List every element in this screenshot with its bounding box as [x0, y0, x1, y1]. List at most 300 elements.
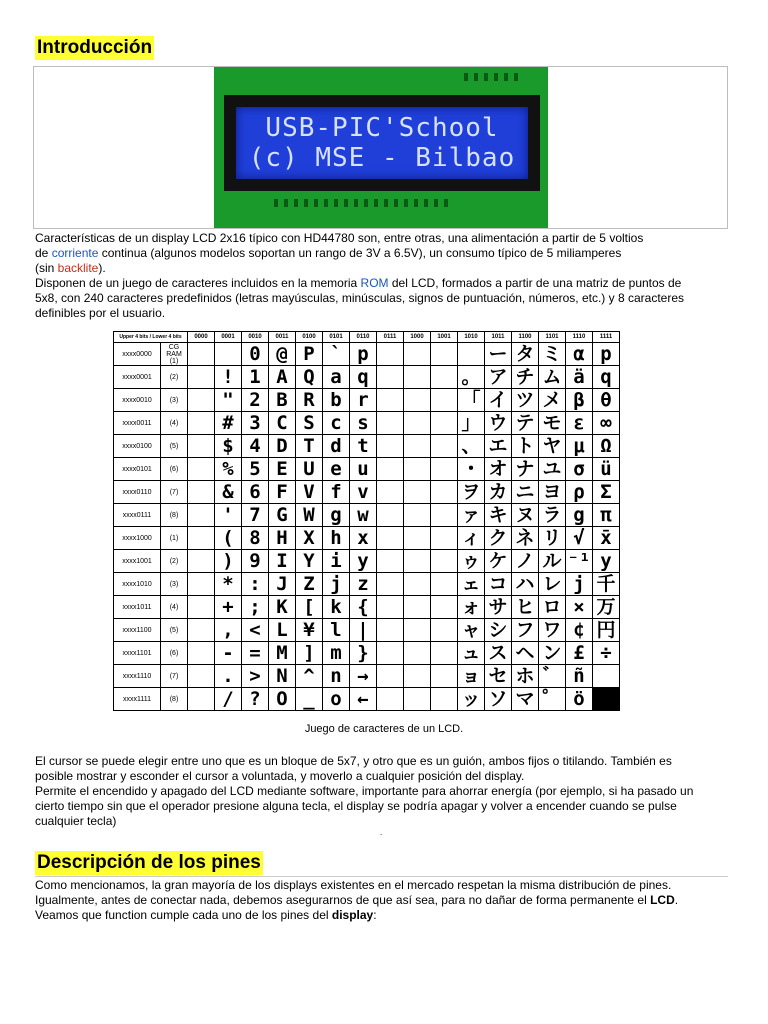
cgram-index: (6) [161, 458, 188, 481]
char-cell: 」 [458, 412, 485, 435]
char-cell: W [296, 504, 323, 527]
char-cell: θ [593, 389, 620, 412]
char-cell: ! [215, 366, 242, 389]
cgram-index: CG RAM (1) [161, 343, 188, 366]
lcd-photo [214, 67, 548, 228]
column-header: 0111 [377, 332, 404, 343]
char-cell: ホ [512, 665, 539, 688]
char-cell: Ω [593, 435, 620, 458]
char-cell: μ [566, 435, 593, 458]
char-cell [188, 642, 215, 665]
char-cell [377, 389, 404, 412]
char-cell: ¢ [566, 619, 593, 642]
char-cell: ク [485, 527, 512, 550]
char-cell: > [242, 665, 269, 688]
table-row [114, 527, 620, 550]
table-row [114, 389, 620, 412]
char-cell: ン [539, 642, 566, 665]
char-cell: ε [566, 412, 593, 435]
cursor-paragraph: El cursor se puede elegir entre uno que es un bloque de 5x7, y otro que es un guión, ambos fijos o titilando. También es posible mostrar y esconder el cursor a voluntada, y moverlo a cualquier posición del display. Permite el encendido y apagado del LCD mediante software, importante para ahorrar energía (por ejemplo, si ha pasado un cierto tiempo sin que el operador presione alguna tecla, el display se podría apagar y volver a encender cuando se pulse cualquier tecla) [35, 754, 694, 828]
char-cell: ヒ [512, 596, 539, 619]
char-cell [404, 665, 431, 688]
char-cell: ] [296, 642, 323, 665]
char-cell: ゜ [539, 688, 566, 711]
char-cell: 8 [242, 527, 269, 550]
char-cell: ネ [512, 527, 539, 550]
char-cell: ' [215, 504, 242, 527]
char-cell: { [350, 596, 377, 619]
char-cell: σ [566, 458, 593, 481]
cgram-index: (2) [161, 550, 188, 573]
column-header: 0011 [269, 332, 296, 343]
char-cell [458, 343, 485, 366]
char-cell [431, 481, 458, 504]
char-cell: I [269, 550, 296, 573]
row-label: xxxx1101 [114, 642, 161, 665]
char-cell: コ [485, 573, 512, 596]
table-corner-label: Upper 4 bits / Lower 4 bits [114, 332, 188, 343]
table-row [114, 412, 620, 435]
char-cell: ü [593, 458, 620, 481]
char-cell [404, 343, 431, 366]
char-cell: レ [539, 573, 566, 596]
char-cell [377, 665, 404, 688]
char-cell: ニ [512, 481, 539, 504]
char-cell: ∞ [593, 412, 620, 435]
char-cell: = [242, 642, 269, 665]
char-cell [188, 504, 215, 527]
cgram-index: (4) [161, 412, 188, 435]
char-cell: & [215, 481, 242, 504]
char-cell: [ [296, 596, 323, 619]
row-label: xxxx0100 [114, 435, 161, 458]
heading-pines: Descripción de los pines [37, 852, 261, 873]
char-cell: | [350, 619, 377, 642]
char-cell: y [593, 550, 620, 573]
char-cell: @ [269, 343, 296, 366]
char-cell: s [350, 412, 377, 435]
char-cell: 「 [458, 389, 485, 412]
link-corriente[interactable]: corriente [51, 246, 99, 260]
char-cell: e [323, 458, 350, 481]
char-cell: X [296, 527, 323, 550]
char-cell: b [323, 389, 350, 412]
char-cell: k [323, 596, 350, 619]
char-cell: j [566, 573, 593, 596]
char-cell: ケ [485, 550, 512, 573]
char-cell: B [269, 389, 296, 412]
char-cell: ) [215, 550, 242, 573]
char-cell: ゛ [539, 665, 566, 688]
char-cell: √ [566, 527, 593, 550]
char-cell [188, 412, 215, 435]
link-rom[interactable]: ROM [360, 276, 389, 290]
char-cell: ロ [539, 596, 566, 619]
table-row [114, 688, 620, 711]
column-header: 1011 [485, 332, 512, 343]
char-cell: ä [566, 366, 593, 389]
row-label: xxxx0110 [114, 481, 161, 504]
char-cell: # [215, 412, 242, 435]
column-header: 1000 [404, 332, 431, 343]
table-row [114, 619, 620, 642]
char-cell: O [269, 688, 296, 711]
char-cell: F [269, 481, 296, 504]
char-cell: : [242, 573, 269, 596]
char-cell: 6 [242, 481, 269, 504]
char-cell [377, 527, 404, 550]
char-cell [431, 366, 458, 389]
char-cell: サ [485, 596, 512, 619]
char-cell [188, 688, 215, 711]
char-cell: ェ [458, 573, 485, 596]
char-cell: ・ [458, 458, 485, 481]
char-cell: $ [215, 435, 242, 458]
char-cell: N [269, 665, 296, 688]
cgram-index: (6) [161, 642, 188, 665]
row-label: xxxx1001 [114, 550, 161, 573]
char-cell: h [323, 527, 350, 550]
link-backlite[interactable]: backlite [57, 261, 99, 275]
char-cell: x̄ [593, 527, 620, 550]
char-cell: i [323, 550, 350, 573]
char-cell: < [242, 619, 269, 642]
char-cell: ハ [512, 573, 539, 596]
char-cell: 1 [242, 366, 269, 389]
char-cell: ? [242, 688, 269, 711]
column-header: 1010 [458, 332, 485, 343]
char-cell: " [215, 389, 242, 412]
char-cell [404, 550, 431, 573]
char-cell: n [323, 665, 350, 688]
char-cell [593, 688, 620, 711]
row-label: xxxx0101 [114, 458, 161, 481]
char-cell [188, 343, 215, 366]
char-cell: 万 [593, 596, 620, 619]
char-cell: 。 [458, 366, 485, 389]
char-cell [431, 527, 458, 550]
char-cell: f [323, 481, 350, 504]
char-cell: イ [485, 389, 512, 412]
char-cell: g [323, 504, 350, 527]
char-cell: ト [512, 435, 539, 458]
char-cell [188, 573, 215, 596]
char-cell: チ [512, 366, 539, 389]
char-cell: _ [296, 688, 323, 711]
char-cell: Z [296, 573, 323, 596]
char-cell [404, 573, 431, 596]
char-cell [377, 412, 404, 435]
char-cell: Y [296, 550, 323, 573]
char-cell [431, 688, 458, 711]
char-cell: 千 [593, 573, 620, 596]
separator-dot: . [380, 828, 383, 837]
char-cell [404, 481, 431, 504]
char-cell: 2 [242, 389, 269, 412]
char-cell [377, 366, 404, 389]
character-set-table [113, 331, 620, 711]
char-cell: 、 [458, 435, 485, 458]
char-cell: t [350, 435, 377, 458]
char-cell: J [269, 573, 296, 596]
char-cell [431, 435, 458, 458]
table-row [114, 642, 620, 665]
char-cell [188, 596, 215, 619]
char-cell: ー [485, 343, 512, 366]
char-cell: 3 [242, 412, 269, 435]
char-cell: ツ [512, 389, 539, 412]
char-cell: 0 [242, 343, 269, 366]
table-row [114, 366, 620, 389]
char-cell: l [323, 619, 350, 642]
char-cell: v [350, 481, 377, 504]
char-cell: シ [485, 619, 512, 642]
char-cell [188, 389, 215, 412]
char-cell: q [593, 366, 620, 389]
char-cell [404, 458, 431, 481]
char-cell: 5 [242, 458, 269, 481]
char-cell: ラ [539, 504, 566, 527]
char-cell: ル [539, 550, 566, 573]
table-row [114, 665, 620, 688]
char-cell: ュ [458, 642, 485, 665]
char-cell: ヤ [539, 435, 566, 458]
char-cell: ( [215, 527, 242, 550]
char-cell [377, 343, 404, 366]
char-cell: α [566, 343, 593, 366]
char-cell: H [269, 527, 296, 550]
char-cell: ` [323, 343, 350, 366]
char-cell: Σ [593, 481, 620, 504]
char-cell [431, 504, 458, 527]
row-label: xxxx1110 [114, 665, 161, 688]
char-cell [188, 665, 215, 688]
char-cell: モ [539, 412, 566, 435]
row-label: xxxx1000 [114, 527, 161, 550]
column-header: 1110 [566, 332, 593, 343]
table-caption: Juego de caracteres de un LCD. [304, 723, 464, 735]
char-cell [404, 412, 431, 435]
char-cell: ρ [566, 481, 593, 504]
char-cell: r [350, 389, 377, 412]
table-row [114, 550, 620, 573]
column-header: 0101 [323, 332, 350, 343]
char-cell: a [323, 366, 350, 389]
char-cell: L [269, 619, 296, 642]
char-cell: 円 [593, 619, 620, 642]
char-cell: オ [485, 458, 512, 481]
char-cell [404, 527, 431, 550]
row-label: xxxx1111 [114, 688, 161, 711]
char-cell: z [350, 573, 377, 596]
table-row [114, 343, 620, 366]
char-cell [188, 481, 215, 504]
row-label: xxxx0000 [114, 343, 161, 366]
char-cell [377, 573, 404, 596]
char-cell: ワ [539, 619, 566, 642]
char-cell: ← [350, 688, 377, 711]
char-cell: p [593, 343, 620, 366]
row-label: xxxx1100 [114, 619, 161, 642]
column-header: 0010 [242, 332, 269, 343]
char-cell [188, 435, 215, 458]
row-label: xxxx1011 [114, 596, 161, 619]
char-cell: キ [485, 504, 512, 527]
char-cell: ス [485, 642, 512, 665]
cgram-index: (5) [161, 619, 188, 642]
lcd-line-1: USB-PIC'School [265, 113, 499, 143]
char-cell: リ [539, 527, 566, 550]
char-cell [377, 688, 404, 711]
char-cell: ソ [485, 688, 512, 711]
char-cell [431, 550, 458, 573]
char-cell: / [215, 688, 242, 711]
char-cell: . [215, 665, 242, 688]
char-cell [404, 642, 431, 665]
char-cell: テ [512, 412, 539, 435]
char-cell [377, 642, 404, 665]
column-header: 0000 [188, 332, 215, 343]
char-cell: ; [242, 596, 269, 619]
char-cell [431, 619, 458, 642]
char-cell [188, 619, 215, 642]
cgram-index: (5) [161, 435, 188, 458]
row-label: xxxx1010 [114, 573, 161, 596]
char-cell: p [350, 343, 377, 366]
char-cell: ゥ [458, 550, 485, 573]
char-cell [188, 458, 215, 481]
char-cell [404, 688, 431, 711]
char-cell: ヘ [512, 642, 539, 665]
table-row [114, 458, 620, 481]
char-cell [431, 343, 458, 366]
char-cell [404, 366, 431, 389]
char-cell: % [215, 458, 242, 481]
char-cell: Q [296, 366, 323, 389]
cgram-index: (1) [161, 527, 188, 550]
char-cell: £ [566, 642, 593, 665]
char-cell: ^ [296, 665, 323, 688]
column-header: 0001 [215, 332, 242, 343]
cgram-index: (4) [161, 596, 188, 619]
pins-paragraph: Como mencionamos, la gran mayoría de los displays existentes en el mercado respetan la misma distribución de pines. Igualmente, antes de conectar nada, debemos asegurarnos de que así sea, para no dañar de forma permanente el LCD. Veamos que function cumple cada uno de los pines del display: [35, 878, 679, 922]
char-cell: d [323, 435, 350, 458]
char-cell: ヌ [512, 504, 539, 527]
char-cell: U [296, 458, 323, 481]
row-label: xxxx0001 [114, 366, 161, 389]
char-cell [431, 665, 458, 688]
char-cell: ¥ [296, 619, 323, 642]
char-cell: ユ [539, 458, 566, 481]
char-cell: ム [539, 366, 566, 389]
char-cell: π [593, 504, 620, 527]
char-cell: C [269, 412, 296, 435]
cgram-index: (8) [161, 504, 188, 527]
char-cell: ッ [458, 688, 485, 711]
char-cell: β [566, 389, 593, 412]
char-cell: セ [485, 665, 512, 688]
char-cell [431, 573, 458, 596]
char-cell: u [350, 458, 377, 481]
char-cell: ヨ [539, 481, 566, 504]
column-header: 1100 [512, 332, 539, 343]
char-cell [377, 619, 404, 642]
char-cell: y [350, 550, 377, 573]
divider [35, 876, 728, 877]
row-label: xxxx0111 [114, 504, 161, 527]
char-cell: ァ [458, 504, 485, 527]
row-label: xxxx0011 [114, 412, 161, 435]
cgram-index: (3) [161, 389, 188, 412]
char-cell: A [269, 366, 296, 389]
char-cell: E [269, 458, 296, 481]
char-cell: j [323, 573, 350, 596]
char-cell: D [269, 435, 296, 458]
char-cell [377, 481, 404, 504]
char-cell [404, 596, 431, 619]
char-cell: G [269, 504, 296, 527]
cgram-index: (7) [161, 481, 188, 504]
char-cell: ÷ [593, 642, 620, 665]
char-cell: タ [512, 343, 539, 366]
row-label: xxxx0010 [114, 389, 161, 412]
char-cell: ミ [539, 343, 566, 366]
column-header: 1001 [431, 332, 458, 343]
char-cell [593, 665, 620, 688]
char-cell: * [215, 573, 242, 596]
char-cell: - [215, 642, 242, 665]
char-cell: R [296, 389, 323, 412]
cgram-index: (2) [161, 366, 188, 389]
char-cell: x [350, 527, 377, 550]
char-cell [188, 527, 215, 550]
char-cell: カ [485, 481, 512, 504]
char-cell [431, 642, 458, 665]
char-cell: ヲ [458, 481, 485, 504]
char-cell: 7 [242, 504, 269, 527]
table-row [114, 573, 620, 596]
heading-introduccion: Introducción [37, 37, 153, 58]
table-row [114, 596, 620, 619]
char-cell: K [269, 596, 296, 619]
char-cell: M [269, 642, 296, 665]
char-cell [431, 596, 458, 619]
char-cell: T [296, 435, 323, 458]
char-cell: ィ [458, 527, 485, 550]
char-cell: ノ [512, 550, 539, 573]
char-cell [377, 596, 404, 619]
column-header: 0110 [350, 332, 377, 343]
cgram-index: (8) [161, 688, 188, 711]
char-cell: フ [512, 619, 539, 642]
char-cell [431, 389, 458, 412]
lcd-line-2: (c) MSE - Bilbao [248, 143, 516, 173]
column-header: 1111 [593, 332, 620, 343]
char-cell: → [350, 665, 377, 688]
char-cell: ャ [458, 619, 485, 642]
lcd-screen [236, 107, 528, 179]
char-cell: ⁻¹ [566, 550, 593, 573]
char-cell: ア [485, 366, 512, 389]
char-cell [377, 550, 404, 573]
char-cell: S [296, 412, 323, 435]
char-cell: ウ [485, 412, 512, 435]
char-cell [431, 458, 458, 481]
char-cell: q [350, 366, 377, 389]
char-cell: ョ [458, 665, 485, 688]
table-row [114, 504, 620, 527]
char-cell: g [566, 504, 593, 527]
